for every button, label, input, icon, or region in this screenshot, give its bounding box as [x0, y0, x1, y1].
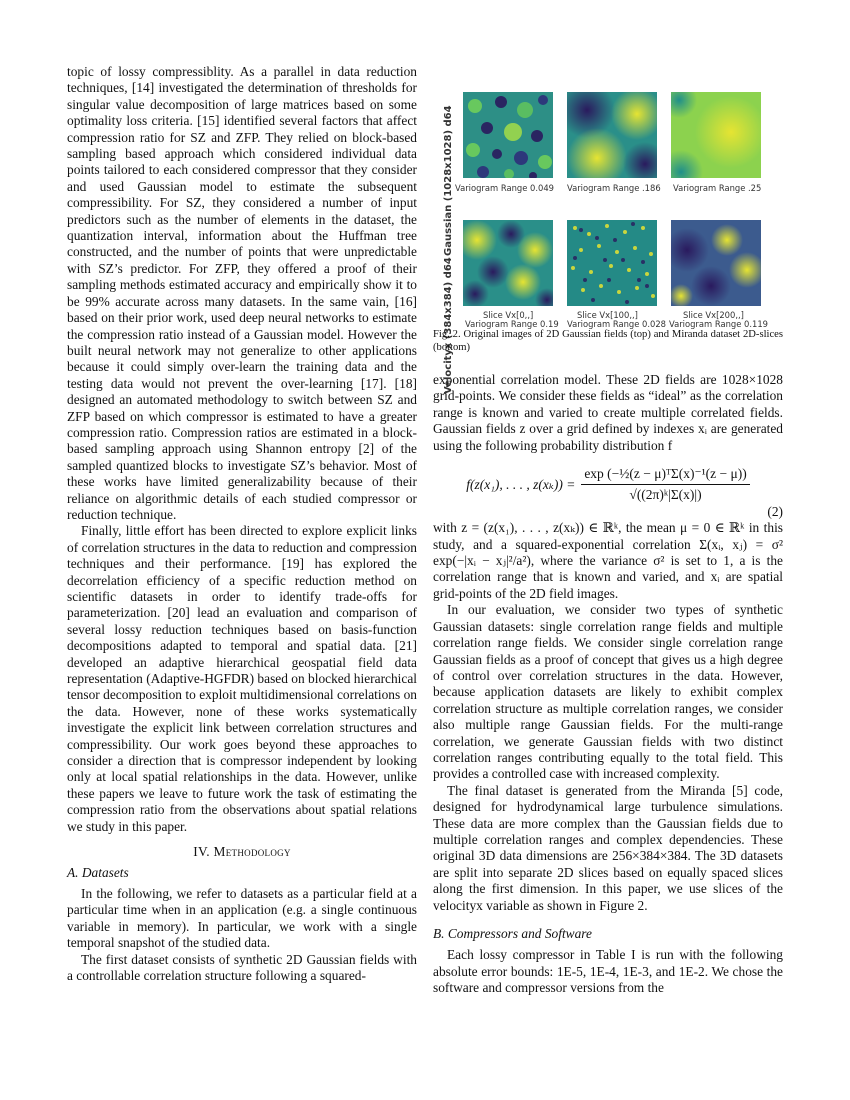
paragraph-compressors: Each lossy compressor in Table I is run with the following absolute error bounds: 1E-5, 1E-4, 1E-3, and 1E-2. We chose the software and compressor versions from the — [433, 947, 783, 996]
right-column — [433, 62, 783, 997]
gaussian-field-tile-3 — [671, 92, 761, 178]
row2-range-label-3: Variogram Range 0.119 — [669, 319, 768, 329]
left-column — [67, 64, 417, 984]
section-title-methodology — [67, 844, 417, 860]
equation-numerator: exp (−½(z − μ)ᵀΣ(x)⁻¹(z − μ)) — [581, 466, 749, 485]
row2-slice-label-3: Slice Vx[200,,] — [683, 310, 744, 320]
velocity-slice-tile-1 — [463, 220, 553, 306]
paragraph-evaluation: In our evaluation, we consider two types of synthetic Gaussian datasets: single correlation range fields and multiple correlation range fields. We consider single correlation range Gaussian fields as a proof of concept that gives us a high degree of control over correlation structures in the data. However, because application datasets are likely to exhibit complex correlation structure as multiple correlation ranges, we consider also multiple range Gaussian fields. For the multi-range correlation, we generate Gaussian fields with two distinct correlation ranges contributing equally to the total field. This provides a controlled case with increased complexity. — [433, 602, 783, 782]
paragraph-related-work: topic of lossy compressiblity. As a parallel in data reduction techniques, [14] investigated the determination of thresholds for singular value decomposition of large matrices based on some optimality loss criteria. [15] identified several factors that affect compression ratio for SZ and ZFP. They relied on block-based sampling based approach which considered individual data points tailored to each considered compressor that they consider and used Gaussian model to estimate the subsequent compressibility. For SZ, they considered a number of input predictors such as the number of elements in the dataset, the quantization interval, information about the Huffman tree constructed, and the number of points that were unpredictable with SZ’s predictor. For ZFP, they offered a proof of their sampling methods estimated accuracy and empirically show it to be 99% accurate across many datasets. In the same vain, [16] based on their prior work, used deep neural networks to estimate the compression ratio instead of a Gaussian model. However the built neural network may not generalize to other applications because it could simply over-learn the training data and the testing data would not prevent the over-learning [17]. [18] designed an automated methodology to switch between SZ and ZFP based on which compressor is estimated to have a greater compression ratio. Compression ratios are estimated in a block-based sampling approach using Shannon entropy [2] of the sampled quantized blocks to investigate SZ’s behavior. Most of these works have limited generalizability because of their reliance on algorithmic details of each studied compressor or reduction technique. — [67, 64, 417, 522]
subsection-title-datasets: A. Datasets — [67, 864, 129, 880]
gaussian-field-tile-2 — [567, 92, 657, 178]
row2-range-label-2: Variogram Range 0.028 — [567, 319, 666, 329]
row1-caption-2: Variogram Range .186 — [567, 183, 661, 193]
equation-denominator: √((2π)ᵏ|Σ(x)|) — [629, 487, 702, 503]
section-name: Methodology — [213, 844, 291, 860]
subsection-title-compressors: B. Compressors and Software — [433, 926, 592, 941]
paragraph-correlation-definition: with z = (z(x₁), . . . , z(xₖ)) ∈ ℝᵏ, the mean μ = 0 ∈ ℝᵏ in this study, and a squared-exponential correlation Σ(xᵢ, xⱼ) = σ² exp(−|xᵢ − xⱼ|²/a²), where the variance σ² is set to 1, a is the correlation range that is known and varied, and xᵢ are spatial grid-points of the 2D field images. — [433, 520, 783, 601]
equation-fraction — [581, 466, 749, 504]
row2-range-label-1: Variogram Range 0.19 — [465, 319, 559, 329]
row2-slice-label-1: Slice Vx[0,,] — [483, 310, 534, 320]
velocity-slice-tile-3 — [671, 220, 761, 306]
gaussian-field-tile-1 — [463, 92, 553, 178]
equation-lhs: f(z(x₁), . . . , z(xₖ)) = — [466, 476, 576, 492]
row2-slice-label-2: Slice Vx[100,,] — [577, 310, 638, 320]
row1-axis-label: Gaussian (1028x1028) d64 — [443, 105, 454, 256]
equation-number: (2) — [767, 503, 783, 519]
paragraph-datasets-intro: In the following, we refer to datasets as a particular field at a particular time when in an application (e.g. a single continuous variable in memory). In particular, we work with a single temporal snapshot of the studied data. — [67, 885, 417, 951]
figure-caption: Fig. 2. Original images of 2D Gaussian fields (top) and Miranda dataset 2D-slices (bottom) — [433, 329, 783, 353]
figure-2 — [433, 66, 783, 394]
velocity-slice-tile-2 — [567, 220, 657, 306]
paragraph-correlation-links: Finally, little effort has been directed to explore explicit links of correlation structures in the data to reduction and compression techniques and their performance. [19] has explored the decorrelation efficiency of a specific reduction method on scientific datasets in order to identify trade-offs for parameterization. [20] lead an evaluation and comparison of several lossy reduction techniques based on basis-function decompositions adapted to temporal and spatial data. [21] developed an adaptive hierarchical geospatial field data representation (Adaptive-HGFDR) based on blocked hierarchical tensor decomposition to exploit multidimensional correlations on the data. However, none of these works systematically investigate the explicit link between correlation structures and compressibility. Our work goes beyond these approaches to consider a direction that is compressor independent by looking only at local spatial relationships in the data. However, unlike these papers we leave to future work the task of estimating the compression ratio from the observations about spatial relations we study in this paper. — [67, 523, 417, 834]
paragraph-exponential-model: exponential correlation model. These 2D fields are 1028×1028 grid-points. We consider these fields as “ideal” as the correlation range is known and varied to create multiple correlated fields. Gaussian fields z over a grid defined by indexes xᵢ are generated using the following probability distribution f — [433, 372, 783, 453]
equation-2 — [433, 466, 783, 504]
row1-caption-3: Variogram Range .25 — [673, 183, 762, 193]
section-number: IV. — [193, 844, 210, 860]
row2-axis-label: Velocityx (384x384) d64 — [443, 257, 454, 394]
row1-caption-1: Variogram Range 0.049 — [455, 183, 554, 193]
paragraph-miranda: The final dataset is generated from the Miranda [5] code, designed for hydrodynamical large turbulence simulations. These data are more complex than the Gaussian fields due to multiple correlation ranges and complex dependencies. These original 3D data dimensions are 256×384×384. The 3D datasets are split into separate 2D slices based on equally spaced slices along the first dimension. In this paper, we use slices of the velocityx variable as shown in Figure 2. — [433, 782, 783, 913]
paragraph-first-dataset: The first dataset consists of synthetic 2D Gaussian fields with a controllable correlation structure following a squared- — [67, 951, 417, 983]
